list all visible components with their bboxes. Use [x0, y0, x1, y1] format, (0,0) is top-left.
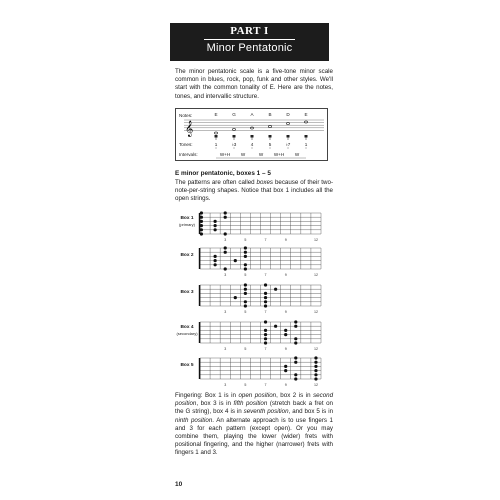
- fret-dot: [224, 216, 227, 219]
- fret-dot: [224, 251, 227, 254]
- fret-dot: [234, 259, 237, 262]
- fret-dot: [294, 341, 297, 344]
- fret-dot: [214, 220, 217, 223]
- fretboard-diagram: [198, 356, 323, 389]
- fretboard-diagram: [198, 246, 323, 279]
- position-term: ninth position: [175, 416, 213, 424]
- fret-dot: [274, 325, 277, 328]
- box-label: [175, 290, 199, 296]
- fret-number: 12: [313, 273, 318, 277]
- fret-dot: [264, 300, 267, 303]
- fret-number: 12: [313, 347, 318, 351]
- tab-mark: [215, 135, 218, 138]
- fret-dot: [214, 228, 217, 231]
- fingering-text-run: . An alternate approach is to use fingers 1 and 3 for each pattern (except open). Or you may combine them, playing the lower (wider) frets with positional fingering, and the higher (narrower) frets with fingers 1 and 3.: [175, 416, 333, 457]
- fret-number: 9: [284, 238, 287, 242]
- fingering-text-run: , box 3 is in: [196, 400, 234, 408]
- treble-clef-icon: 𝄞: [185, 121, 194, 137]
- note-head: [214, 132, 217, 134]
- note-name: E: [304, 112, 308, 117]
- box-sublabel: (secondary): [176, 330, 198, 336]
- nut: [199, 248, 201, 269]
- fret-dot: [284, 365, 287, 368]
- fret-number: 12: [313, 238, 318, 242]
- fretboard-diagram: [198, 283, 323, 316]
- note-name: E: [214, 112, 218, 117]
- fingering-text-run: , box 2 is in: [276, 392, 314, 399]
- fret-number: 9: [284, 273, 287, 277]
- note-name: G: [232, 112, 236, 117]
- note-name: B: [268, 112, 272, 117]
- fret-dot: [284, 369, 287, 372]
- fret-dot: [294, 325, 297, 328]
- box-label: [175, 363, 199, 369]
- nut: [199, 285, 201, 306]
- notation-box: [175, 108, 328, 161]
- note-name: A: [250, 112, 254, 117]
- fret-dot: [244, 300, 247, 303]
- scale-tone: 5: [268, 142, 272, 147]
- box-label: [175, 216, 199, 227]
- position-term: seventh position: [243, 408, 289, 416]
- intervals-row-label: Intervals:: [179, 152, 198, 157]
- box-sublabel: (primary): [179, 221, 195, 227]
- fret-dot: [284, 333, 287, 336]
- box-label: [175, 253, 199, 259]
- fret-dot: [244, 267, 247, 270]
- patterns-paragraph: [175, 179, 333, 204]
- box-label-text: Box 5: [180, 363, 194, 368]
- fret-dot: [214, 263, 217, 266]
- interval-step: W+H: [219, 152, 231, 157]
- fret-dot: [214, 224, 217, 227]
- fret-number: 7: [264, 238, 267, 242]
- fret-dot: [224, 267, 227, 270]
- fret-dot: [264, 304, 267, 307]
- patterns-text-italic: boxes: [256, 179, 274, 186]
- fret-dot: [200, 216, 203, 219]
- fret-dot: [244, 263, 247, 266]
- patterns-text-after: because of their two-note-per-string shapes. Notice that box 1 includes all the open strings.: [175, 179, 333, 203]
- section-heading: E minor pentatonic, boxes 1 – 5: [175, 170, 271, 177]
- fret-number: 7: [264, 273, 267, 277]
- fingering-text-run: , and box 5 is in: [288, 408, 334, 416]
- fret-number: 5: [244, 310, 247, 314]
- music-staff: [176, 109, 329, 162]
- tab-mark: [305, 135, 308, 138]
- box-label-text: Box 1: [180, 216, 194, 221]
- fret-number: 9: [284, 347, 287, 351]
- fret-dot: [314, 361, 317, 364]
- nut: [199, 213, 201, 234]
- fret-dot: [314, 365, 317, 368]
- fret-dot: [244, 251, 247, 254]
- fret-dot: [264, 292, 267, 295]
- tones-row-label: Tones:: [179, 142, 193, 147]
- fret-dot: [294, 361, 297, 364]
- scale-tone: 1: [304, 142, 308, 147]
- position-term: second position: [175, 392, 334, 408]
- box-label: [175, 325, 199, 336]
- part-header: [170, 23, 329, 61]
- fret-dot: [264, 337, 267, 340]
- fret-number: 5: [244, 347, 247, 351]
- fingering-text-run: Fingering: Box 1 is in: [175, 392, 239, 399]
- intro-paragraph: The minor pentatonic scale is a five-tone minor scale common in blues, rock, pop, funk and other styles. We'll start with the common tonality of E. Here are the notes, tones, and intervallic structure.: [175, 68, 333, 100]
- fret-dot: [200, 220, 203, 223]
- fret-dot: [274, 288, 277, 291]
- scale-tone: ♭7: [285, 142, 291, 147]
- fret-dot: [244, 288, 247, 291]
- fret-dot: [244, 283, 247, 286]
- scale-tone: ♭3: [231, 142, 237, 147]
- fret-dot: [294, 377, 297, 380]
- fret-number: 5: [244, 383, 247, 387]
- fretboard-diagram: [198, 211, 323, 244]
- note-head: [268, 125, 271, 127]
- fret-number: 3: [224, 310, 227, 314]
- fret-dot: [294, 320, 297, 323]
- fret-number: 9: [284, 383, 287, 387]
- fingering-text-run: (stretch back a fret on the G string), box 4 is in: [175, 400, 333, 416]
- patterns-text-before: The patterns are often called: [175, 179, 257, 186]
- interval-step: W: [258, 152, 264, 157]
- fret-number: 3: [224, 347, 227, 351]
- fret-dot: [244, 255, 247, 258]
- fret-number: 12: [313, 310, 318, 314]
- fret-dot: [244, 246, 247, 249]
- fret-dot: [294, 337, 297, 340]
- fret-dot: [264, 283, 267, 286]
- interval-step: W+H: [273, 152, 285, 157]
- fret-dot: [314, 377, 317, 380]
- fretboard-diagram: [198, 320, 323, 353]
- header-divider: [204, 39, 295, 40]
- fret-dot: [314, 369, 317, 372]
- interval-step: W: [294, 152, 300, 157]
- fret-number: 7: [264, 310, 267, 314]
- fret-dot: [200, 232, 203, 235]
- page-number: 10: [175, 481, 183, 488]
- fret-number: 9: [284, 310, 287, 314]
- fret-dot: [234, 296, 237, 299]
- nut: [199, 322, 201, 343]
- fret-dot: [264, 333, 267, 336]
- fret-dot: [224, 232, 227, 235]
- box-label-text: Box 4: [180, 325, 194, 330]
- fret-dot: [224, 211, 227, 214]
- note-head: [250, 127, 253, 129]
- interval-step: W: [240, 152, 246, 157]
- tab-mark: [287, 135, 290, 138]
- fret-number: 3: [224, 383, 227, 387]
- fret-dot: [214, 259, 217, 262]
- fret-dot: [244, 304, 247, 307]
- fret-number: 7: [264, 347, 267, 351]
- fret-number: 5: [244, 238, 247, 242]
- part-number: PART I: [230, 25, 269, 37]
- tab-mark: [269, 135, 272, 138]
- fret-dot: [264, 320, 267, 323]
- fret-dot: [264, 341, 267, 344]
- box-label-text: Box 3: [180, 290, 194, 295]
- position-term: fifth position: [233, 400, 268, 408]
- fret-dot: [200, 224, 203, 227]
- fret-number: 5: [244, 273, 247, 277]
- fret-dot: [244, 292, 247, 295]
- box-label-text: Box 2: [180, 253, 194, 258]
- chapter-title: Minor Pentatonic: [206, 42, 293, 54]
- fret-dot: [264, 329, 267, 332]
- fingering-paragraph: [175, 392, 333, 458]
- fret-number: 7: [264, 383, 267, 387]
- fret-dot: [224, 246, 227, 249]
- fret-dot: [264, 296, 267, 299]
- fret-dot: [214, 255, 217, 258]
- fret-dot: [314, 373, 317, 376]
- tab-mark: [233, 135, 236, 138]
- fret-dot: [294, 356, 297, 359]
- position-term: open position: [238, 392, 277, 399]
- fret-number: 3: [224, 273, 227, 277]
- note-name: D: [286, 112, 290, 117]
- fret-dot: [200, 228, 203, 231]
- fret-dot: [284, 329, 287, 332]
- nut: [199, 358, 201, 379]
- fret-dot: [314, 356, 317, 359]
- fret-number: 3: [224, 238, 227, 242]
- notes-row-label: Notes:: [179, 113, 193, 118]
- scale-tone: 1: [214, 142, 218, 147]
- scale-tone: 4: [250, 142, 254, 147]
- fret-number: 12: [313, 383, 318, 387]
- tab-mark: [251, 135, 254, 138]
- fret-dot: [294, 373, 297, 376]
- fret-dot: [200, 211, 203, 214]
